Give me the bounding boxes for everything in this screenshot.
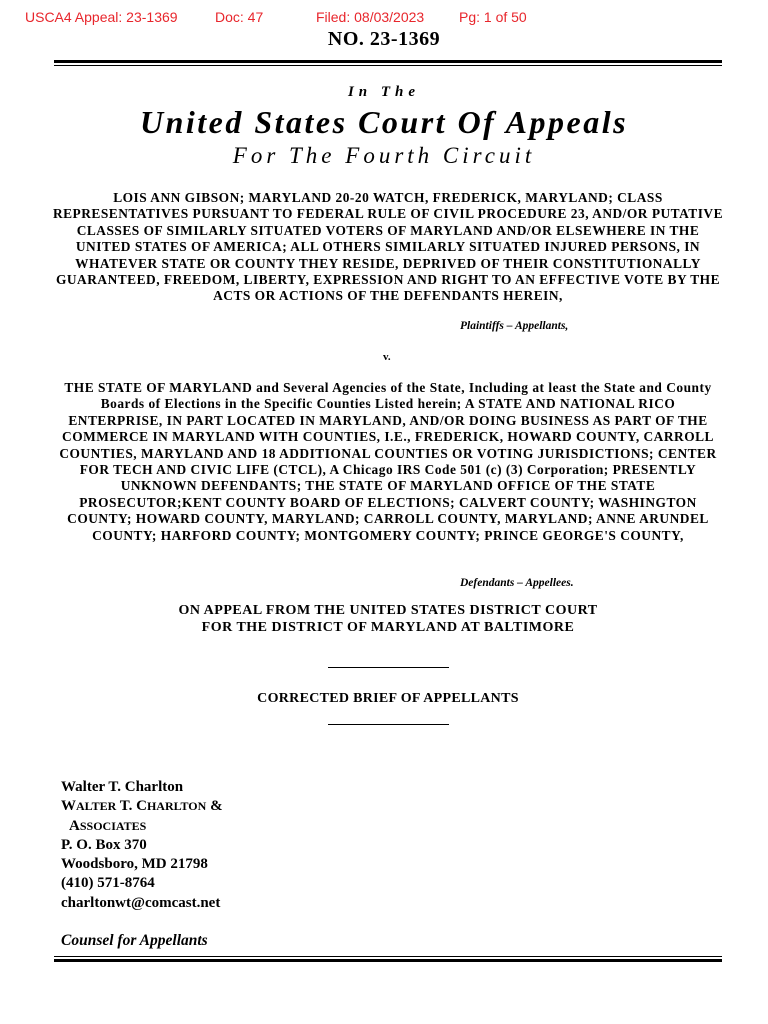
filing-stamp-doc: Doc: 47 — [215, 9, 264, 25]
counsel-po-box: P. O. Box 370 — [61, 836, 147, 853]
title-rule-top — [328, 667, 449, 668]
case-number: NO. 23-1369 — [327, 28, 441, 50]
counsel-name: Walter T. Charlton — [61, 779, 184, 795]
filing-stamp-filed: Filed: 08/03/2023 — [316, 9, 425, 25]
appeal-from-line-2: FOR THE DISTRICT OF MARYLAND AT BALTIMORE — [201, 620, 575, 635]
bottom-rule-thin — [54, 956, 722, 957]
plaintiffs-role: Plaintiffs – Appellants, — [460, 320, 569, 332]
bottom-rule-thick — [54, 959, 722, 962]
top-rule-thick — [54, 60, 722, 63]
brief-title: CORRECTED BRIEF OF APPELLANTS — [257, 691, 519, 706]
counsel-email: charltonwt@comcast.net — [61, 894, 221, 911]
appeal-from-line-1: ON APPEAL FROM THE UNITED STATES DISTRICT COURT — [178, 603, 598, 618]
filing-stamp-appeal: USCA4 Appeal: 23-1369 — [25, 9, 178, 25]
plaintiffs-caption — [52, 190, 724, 305]
counsel-block — [61, 778, 223, 913]
counsel-firm: WALTER T. CHARLTON & — [61, 798, 223, 815]
title-rule-bottom — [328, 724, 449, 725]
in-the-heading: In The — [347, 84, 421, 100]
counsel-firm-associates: ASSOCIATES — [69, 817, 147, 834]
counsel-phone: (410) 571-8764 — [61, 875, 155, 892]
counsel-city: Woodsboro, MD 21798 — [61, 856, 208, 873]
court-name-heading: United States Court Of Appeals — [139, 104, 629, 140]
defendants-caption — [52, 380, 724, 544]
filing-stamp-page: Pg: 1 of 50 — [459, 9, 527, 25]
counsel-for-label: Counsel for Appellants — [61, 932, 208, 949]
defendants-text: THE STATE OF MARYLAND and Several Agencies of the State, Including at least the State and County Boards of Elections in the Specific Counties Listed herein; A STATE AND NATIONAL RICO ENTERPRISE, IN PART LOCATED IN MARYLAND, AND/OR DOING BUSINESS AS PART OF THE COMMERCE IN MARYLAND WITH COUNTIES, I.E., FREDERICK, HOWARD COUNTY, CARROLL COUNTIES, MARYLAND AND 18 ADDITIONAL COUNTIES OR VOTING JURISDICTIONS; CENTER FOR TECH AND CIVIC LIFE (CTCL), A Chicago IRS Code 501 (c) (3) Corporation; PRESENTLY UNKNOWN DEFENDANTS; THE STATE OF MARYLAND OFFICE OF THE STATE PROSECUTOR;KENT COUNTY BOARD OF ELECTIONS; CALVERT COUNTY; WASHINGTON COUNTY; HOWARD COUNTY, MARYLAND; CARROLL COUNTY, MARYLAND; ANNE ARUNDEL COUNTY; HARFORD COUNTY; MONTGOMERY COUNTY; PRINCE GEORGE'S COUNTY, — [59, 380, 717, 543]
defendants-role: Defendants – Appellees. — [460, 577, 574, 589]
circuit-heading: For The Fourth Circuit — [232, 143, 536, 168]
plaintiffs-text: LOIS ANN GIBSON; MARYLAND 20-20 WATCH, FREDERICK, MARYLAND; CLASS REPRESENTATIVES PURSUANT TO FEDERAL RULE OF CIVIL PROCEDURE 23, AND/OR PUTATIVE CLASSES OF SIMILARLY SITUATED VOTERS OF MARYLAND AND/OR ELSEWHERE IN THE UNITED STATES OF AMERICA; ALL OTHERS SIMILARLY SITUATED INJURED PERSONS, IN WHATEVER STATE OR COUNTY THEY RESIDE, DEPRIVED OF THEIR CONSTITUTIONALLY GUARANTEED, FREEDOM, LIBERTY, EXPRESSION AND RIGHT TO AN EFFECTIVE VOTE BY THE ACTS OR ACTIONS OF THE DEFENDANTS HEREIN, — [52, 190, 724, 304]
appeal-from-block — [0, 602, 768, 636]
versus-label: v. — [383, 351, 391, 363]
top-rule-thin — [54, 65, 722, 66]
